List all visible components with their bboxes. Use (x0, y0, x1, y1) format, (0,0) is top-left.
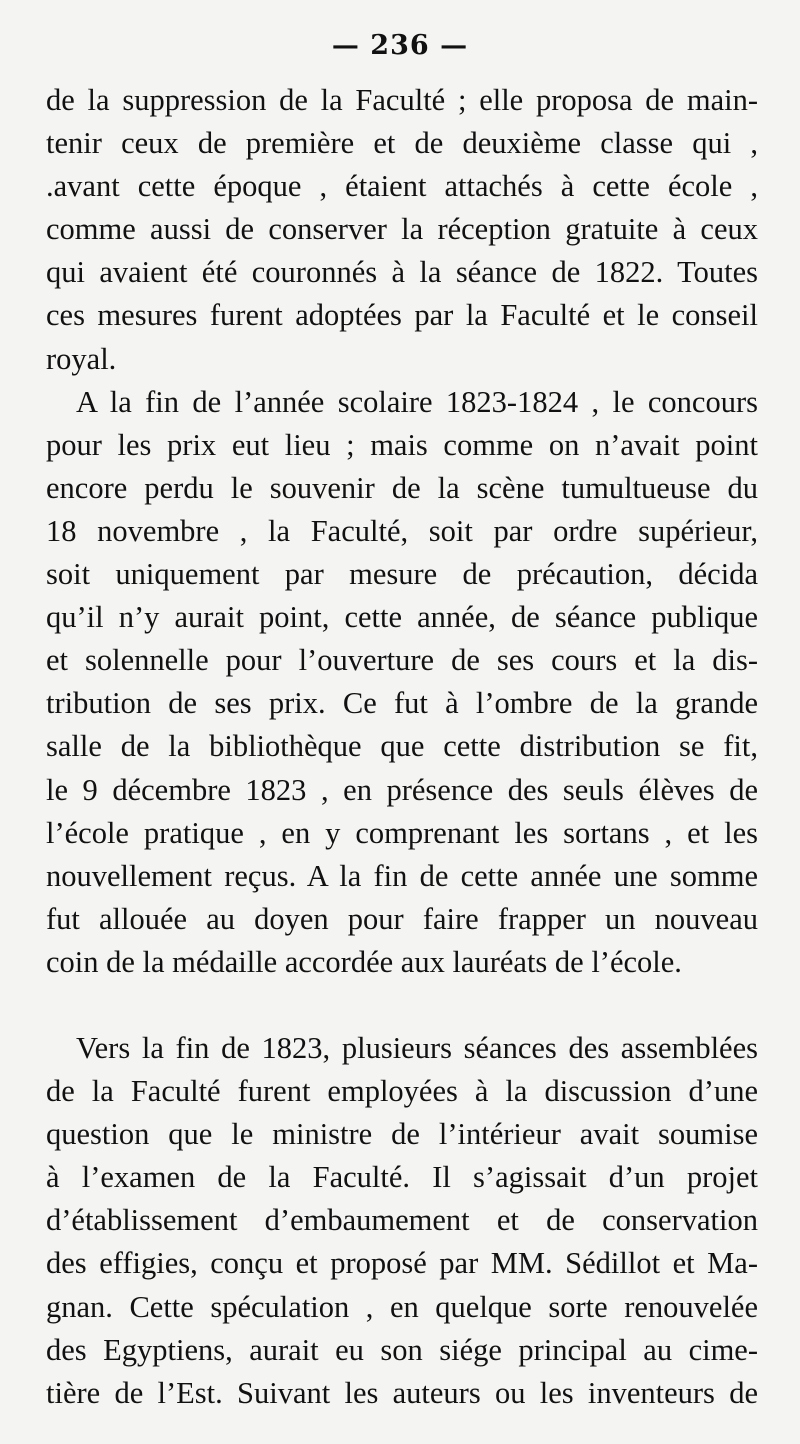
text-line: des Egyptiens, aurait eu son siége principal au cime- (46, 1332, 758, 1367)
text-line: royal. (46, 341, 117, 376)
page-number: — 236 — (331, 30, 469, 61)
text-line: A la fin de l’année scolaire 1823-1824 , le concours (76, 384, 758, 419)
text-line: le 9 décembre 1823 , en présence des seuls élèves de (46, 772, 758, 807)
text-line: coin de la médaille accordée aux lauréats de l’école. (46, 944, 682, 979)
text-line: d’établissement d’embaumement et de conservation (46, 1203, 758, 1238)
text-line: pour les prix eut lieu ; mais comme on n’avait point (46, 427, 758, 462)
text-line: de la Faculté furent employées à la discussion d’une (46, 1074, 758, 1109)
text-line: tenir ceux de première et de deuxième classe qui , (46, 126, 758, 161)
text-line: à l’examen de la Faculté. Il s’agissait d’un projet (46, 1160, 758, 1195)
text-line: ces mesures furent adoptées par la Faculté et le conseil (46, 298, 758, 333)
text-line: de la suppression de la Faculté ; elle proposa de main- (46, 83, 758, 117)
text-line: salle de la bibliothèque que cette distribution se fit, (46, 729, 758, 764)
text-line: nouvellement reçus. A la fin de cette année une somme (46, 858, 758, 893)
text-line: tière de l’Est. Suivant les auteurs ou les inventeurs de (46, 1375, 758, 1410)
text-line: qui avaient été couronnés à la séance de 1822. Toutes (46, 255, 758, 290)
text-line: gnan. Cette spéculation , en quelque sorte renouvelée (46, 1289, 758, 1324)
text-line: Vers la fin de 1823, plusieurs séances des assemblées (76, 1031, 758, 1065)
text-line: qu’il n’y aurait point, cette année, de séance publique (46, 600, 758, 635)
text-line: soit uniquement par mesure de précaution, décida (46, 557, 758, 592)
text-line: l’école pratique , en y comprenant les sortans , et les (46, 815, 758, 850)
text-line: des effigies, conçu et proposé par MM. Sédillot et Ma- (46, 1246, 758, 1281)
text-line: 18 novembre , la Faculté, soit par ordre supérieur, (46, 513, 758, 548)
text-line: fut allouée au doyen pour faire frapper un nouveau (46, 901, 758, 936)
paragraph-block-2 (46, 1027, 758, 1415)
text-line: encore perdu le souvenir de la scène tumultueuse du (46, 470, 758, 505)
text-line: question que le ministre de l’intérieur avait soumise (46, 1117, 758, 1152)
text-line: comme aussi de conserver la réception gratuite à ceux (46, 212, 758, 247)
text-line: et solennelle pour l’ouverture de ses cours et la dis- (46, 643, 758, 678)
text-line: tribution de ses prix. Ce fut à l’ombre de la grande (46, 686, 758, 721)
text-line: .avant cette époque , étaient attachés à cette école , (46, 169, 758, 204)
paragraph-block-1 (46, 79, 758, 984)
